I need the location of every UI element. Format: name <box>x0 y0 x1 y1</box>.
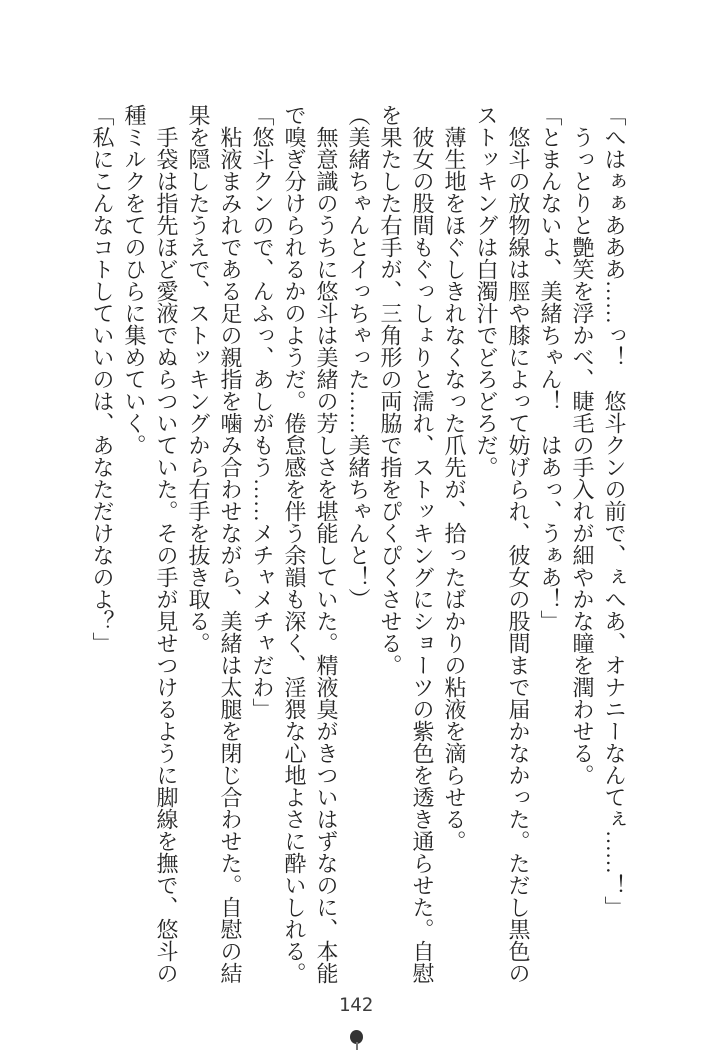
paragraph: 「へはぁぁあああ……っ！ 悠斗クンの前で、ぇへあ、オナニーなんてぇ……！」 <box>602 104 627 918</box>
page-number: 142 <box>338 994 374 1016</box>
paragraph: 無意識のうちに悠斗は美緒の芳しさを堪能していた。精液臭がきついはずなのに、本能で嗅ぎ分けられるかのようだ。倦怠感を伴う余韻も深く、淫猥な心地よさに酔いしれる。 <box>282 104 339 984</box>
paragraph: （美緒ちゃんとイっちゃった……美緒ちゃんと！） <box>346 104 371 610</box>
paragraph: 「とまんないよ、美緒ちゃん！ はあっ、うぁあ！」 <box>538 104 563 632</box>
paragraph: 彼女の股間もぐっしょりと濡れ、ストッキングにショーツの紫色を透き通らせた。自慰を果たした右手が、三角形の両脇で指をぴくぴくさせる。 <box>378 104 435 984</box>
paragraph: 手袋は指先ほど愛液でぬらついていた。その手が見せつけるように脚線を撫で、悠斗の種ミルクをてのひらに集めていく。 <box>122 104 179 984</box>
paragraph: 「私にこんなコトしていいのは、あなただけなのよ？」 <box>90 104 115 654</box>
paragraph: 「悠斗クンので、んふっ、あしがもう……メチャメチャだわ」 <box>250 104 275 720</box>
paragraph: 薄生地をほぐしきれなくなった爪先が、拾ったばかりの粘液を滴らせる。 <box>442 104 467 852</box>
paragraph: うっとりと艶笑を浮かべ、睫毛の手入れが細やかな瞳を潤わせる。 <box>570 104 595 786</box>
book-text-block <box>86 104 630 985</box>
footer-marker-line <box>356 1042 358 1050</box>
page-footer <box>0 994 718 1050</box>
paragraph: 粘液まみれである足の親指を噛み合わせながら、美緒は太腿を閉じ合わせた。自慰の結果を隠したうえで、ストッキングから右手を抜き取る。 <box>186 104 243 984</box>
paragraph: 悠斗の放物線は脛や膝によって妨げられ、彼女の股間まで届かなかった。ただし黒色のストッキングは白濁汁でどろどろだ。 <box>474 104 531 984</box>
